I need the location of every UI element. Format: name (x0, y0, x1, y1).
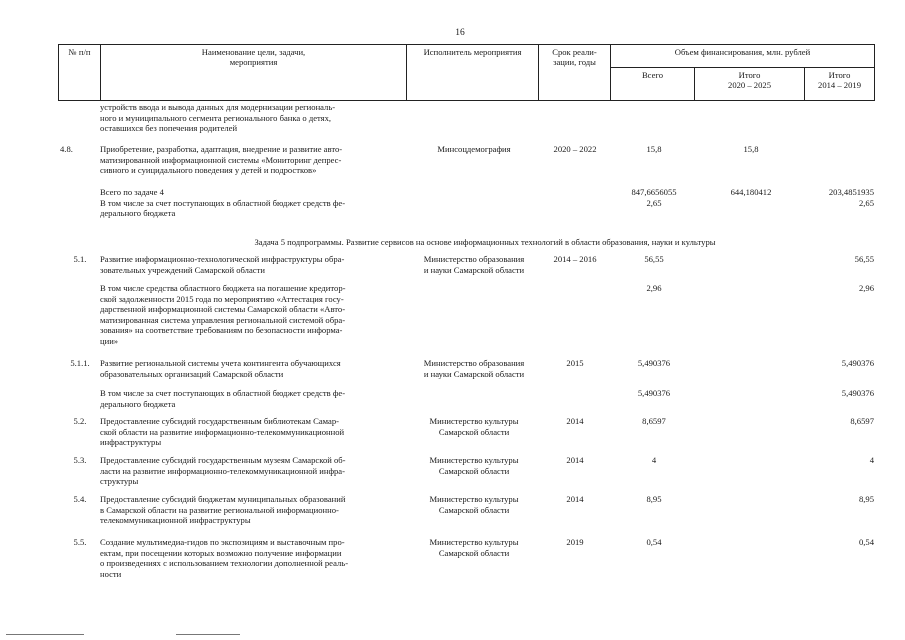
row-sub2: 5,490376 (841, 358, 874, 368)
row-sub2: 0,54 (858, 537, 874, 547)
row-term: 2014 (566, 494, 584, 504)
row-total: 56,55 (644, 254, 664, 264)
row-sub2: 56,55 (854, 254, 874, 264)
header-name: Наименование цели, задачи, мероприятия (101, 45, 407, 101)
row-total: 15,8 (646, 144, 662, 154)
header-num: № п/п (59, 45, 101, 101)
row-description: Приобретение, разработка, адаптация, внедрение и развитие авто- матизированной информационной системы «Мониторинг депрес- сивного и суицидального поведения у детей и подростков» (100, 144, 343, 176)
row-sub2: 4 (869, 455, 874, 465)
row-term: 2014 – 2016 (553, 254, 597, 264)
row-sub1: 15,8 (743, 144, 759, 154)
header-executor: Исполнитель мероприятия (407, 45, 539, 101)
row-term: 2015 (566, 358, 584, 368)
row-number: 5.1. (73, 254, 87, 264)
row-description: Создание мультимедиа-гидов по экспозициям и выставочным про- ектам, при посещении которых возможно получение информации о произведениях с использованием технологии дополненной реаль- ности (100, 537, 349, 579)
row-term: 2014 (566, 455, 584, 465)
page-number: 16 (455, 28, 465, 38)
row-sub2: 8,95 (858, 494, 874, 504)
task-heading: Задача 5 подпрограммы. Развитие сервисов на основе информационных технологий в области образования, науки и культуры (254, 237, 716, 247)
row-executor: Министерство образования и науки Самарской области (423, 254, 525, 275)
row-description: Всего по задаче 4 В том числе за счет поступающих в областной бюджет средств фе- дерального бюджета (100, 187, 346, 219)
header-sub1: Итого 2020 – 2025 (695, 68, 805, 101)
header-total: Всего (611, 68, 695, 101)
row-executor: Минсоцдемография (437, 144, 511, 154)
row-total: 847,6656055 2,65 (631, 187, 677, 208)
row-description: Развитие региональной системы учета контингента обучающихся образовательных организаций Самарской области (100, 358, 341, 379)
row-number: 5.1.1. (70, 358, 90, 368)
row-total: 5,490376 (637, 358, 671, 368)
row-number: 5.3. (73, 455, 87, 465)
row-total: 5,490376 (637, 388, 671, 398)
row-executor: Министерство культуры Самарской области (429, 416, 519, 437)
table-header (58, 44, 875, 101)
row-sub2: 203,4851935 2,65 (828, 187, 874, 208)
row-total: 0,54 (646, 537, 662, 547)
header-financing: Объем финансирования, млн. рублей (611, 45, 875, 68)
row-description: В том числе за счет поступающих в областной бюджет средств фе- дерального бюджета (100, 388, 346, 409)
row-sub2: 5,490376 (841, 388, 874, 398)
row-executor: Министерство образования и науки Самарской области (423, 358, 525, 379)
row-number: 4.8. (60, 144, 73, 154)
row-total: 4 (651, 455, 657, 465)
row-number: 5.2. (73, 416, 87, 426)
row-executor: Министерство культуры Самарской области (429, 455, 519, 476)
row-sub2: 8,6597 (850, 416, 874, 426)
row-description: Предоставление субсидий государственным библиотекам Самар- ской области на развитие информационно-телекоммуникационной инфраструктуры (100, 416, 345, 448)
row-total: 8,6597 (642, 416, 666, 426)
row-executor: Министерство культуры Самарской области (429, 537, 519, 558)
footer-rule-left (6, 634, 84, 635)
header-sub2: Итого 2014 – 2019 (805, 68, 875, 101)
row-description: Предоставление субсидий государственным музеям Самарской об- ласти на развитие информационно-телекоммуникационной инфра- структуры (100, 455, 346, 487)
row-number: 5.5. (73, 537, 87, 547)
continuation-text: устройств ввода и вывода данных для модернизации региональ- ного и муниципального сегмента регионального банка о детях, оставшихся без попечения родителей (100, 102, 336, 134)
row-executor: Министерство культуры Самарской области (429, 494, 519, 515)
row-total: 8,95 (646, 494, 662, 504)
row-term: 2019 (566, 537, 584, 547)
row-description: Развитие информационно-технологической инфраструктуры обра- зовательных учреждений Самарской области (100, 254, 345, 275)
row-total: 2,96 (646, 283, 662, 293)
row-description: В том числе средства областного бюджета на погашение кредитор- ской задолженности 2015 года по мероприятию «Аттестация госу- дарственной информационной системы Самарской области «Авто- матизированная система управления региональной системой обра- зования» на соответствие требованиям по безопасности информа- ции» (100, 283, 346, 346)
row-number: 5.4. (73, 494, 87, 504)
row-sub2: 2,96 (858, 283, 874, 293)
header-term: Срок реали- зации, годы (539, 45, 611, 101)
row-description: Предоставление субсидий бюджетам муниципальных образований в Самарской области на развитие региональной информационно- телекоммуникационной инфраструктуры (100, 494, 346, 526)
row-term: 2020 – 2022 (553, 144, 597, 154)
row-sub1: 644,180412 (730, 187, 772, 197)
row-term: 2014 (566, 416, 584, 426)
footer-rule-mid (176, 634, 240, 635)
